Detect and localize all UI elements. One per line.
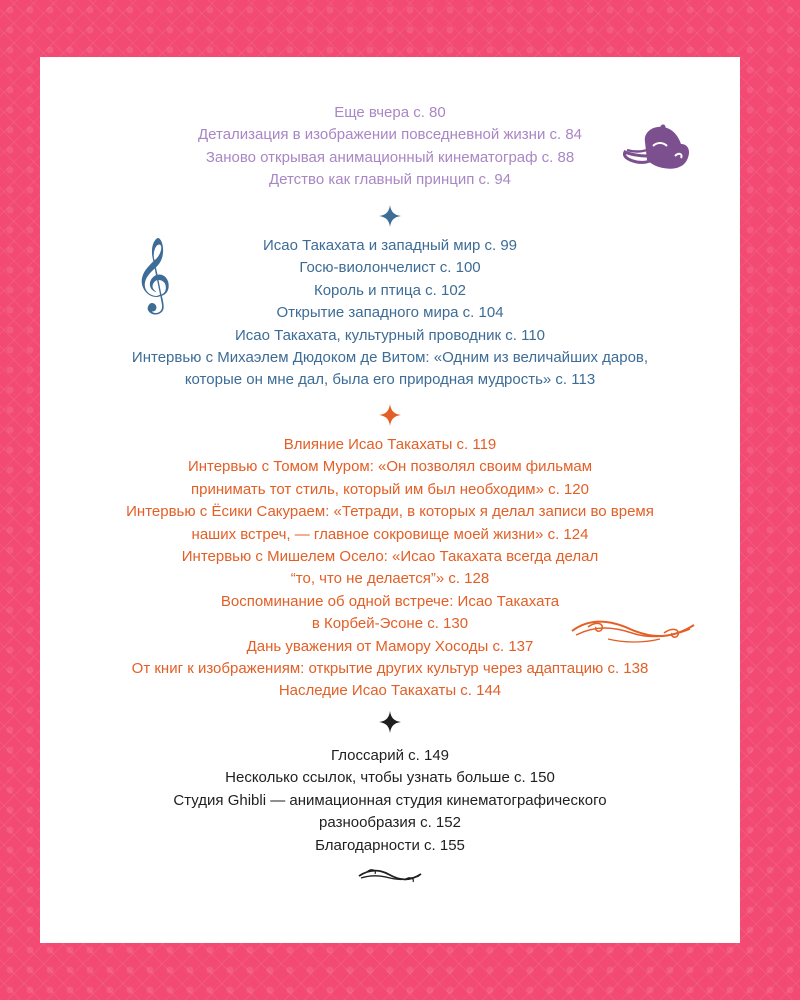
toc-entry: Интервью с Ёсики Сакураем: «Тетради, в которых я делал записи во время — [126, 503, 654, 521]
toc-entry: Интервью с Мишелем Осело: «Исао Такахата всегда делал — [181, 548, 599, 566]
toc-entry: Влияние Исао Такахаты с. 119 — [283, 436, 497, 453]
toc-entry: Заново открывая анимационный кинематограф с. 88 — [205, 148, 575, 166]
toc-entry: Наследие Исао Такахаты с. 144 — [278, 682, 502, 700]
section-black — [40, 745, 740, 857]
toc-entry: которые он мне дал, была его природная мудрость» с. 113 — [184, 371, 596, 389]
toc-entry: Интервью с Михаэлем Дюдоком де Витом: «Одним из величайших даров, — [131, 349, 649, 367]
toc-entry: Студия Ghibli — анимационная студия кинематографического — [173, 791, 607, 809]
toc-entry: принимать тот стиль, который им был необходим» с. 120 — [191, 480, 589, 498]
toc-entry: Открытие западного мира с. 104 — [276, 304, 504, 322]
toc-entry: От книг к изображениям: открытие других культур через адаптацию с. 138 — [131, 660, 649, 678]
toc-entry: Несколько ссылок, чтобы узнать больше с. 150 — [225, 769, 555, 787]
toc-entry: Детство как главный принцип с. 94 — [268, 171, 512, 189]
treble-clef-icon: 𝄞 — [134, 238, 172, 312]
toc-entry: Детализация в изображении повседневной жизни с. 84 — [197, 126, 583, 144]
toc-entry: Король и птица с. 102 — [313, 281, 467, 299]
four-point-star-icon — [379, 711, 401, 733]
four-point-star-icon — [379, 404, 401, 426]
toc-entry: “то, что не делается”» с. 128 — [290, 570, 490, 588]
toc-entry: Дань уважения от Мамору Хосоды с. 137 — [246, 637, 534, 655]
section-orange — [40, 434, 740, 703]
flourish-ornament — [568, 613, 698, 647]
toc-entry: Еще вчера с. 80 — [334, 104, 446, 121]
toc-entry: Благодарности с. 155 — [315, 836, 465, 854]
flourish-ornament — [357, 864, 423, 886]
toc-entry: наших встреч, — главное сокровище моей жизни» с. 124 — [191, 525, 589, 543]
toc-entry: Исао Такахата и западный мир с. 99 — [262, 237, 518, 254]
toc-entry: Интервью с Томом Муром: «Он позволял своим фильмам — [187, 458, 593, 476]
toc-entry: Госю-виолончелист с. 100 — [299, 259, 481, 277]
toc-entry: Глоссарий с. 149 — [330, 747, 449, 764]
toc-entry: в Корбей-Эсоне с. 130 — [311, 615, 469, 633]
toc-entry: Исао Такахата, культурный проводник с. 110 — [234, 326, 546, 344]
four-point-star-icon — [379, 205, 401, 227]
toc-entry: Воспоминание об одной встрече: Исао Такахата — [220, 592, 560, 610]
contents-page — [40, 57, 740, 943]
teapot-icon — [623, 122, 693, 176]
toc-entry: разнообразия с. 152 — [319, 814, 461, 832]
